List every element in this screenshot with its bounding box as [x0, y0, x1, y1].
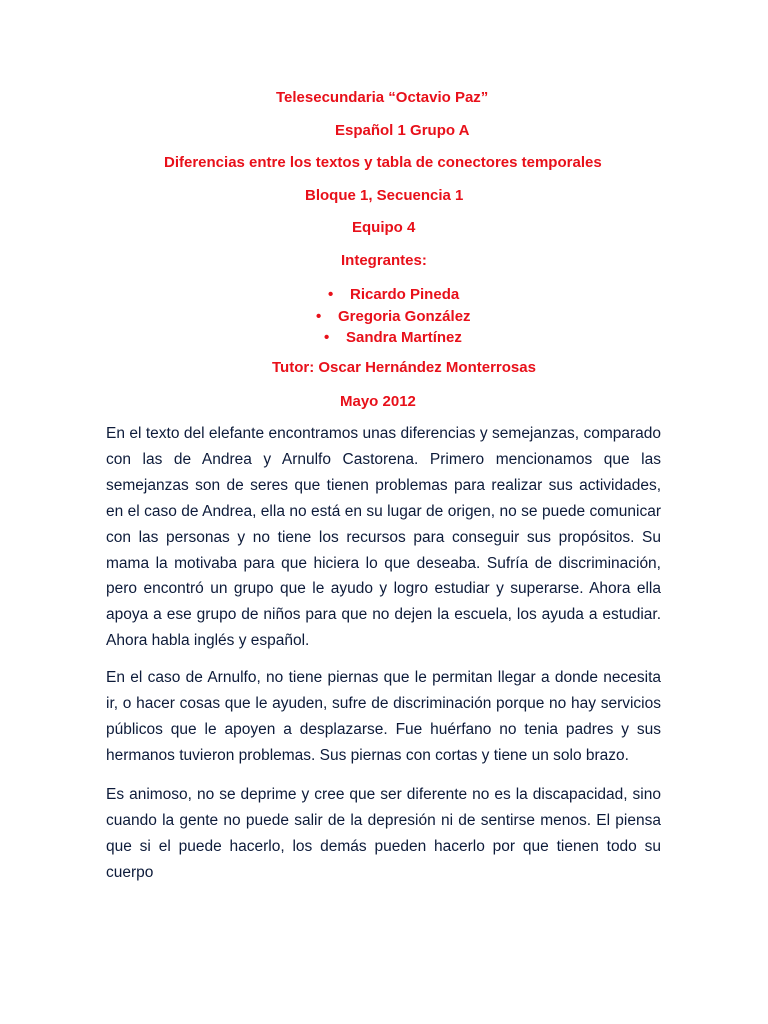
school-name: Telesecundaria “Octavio Paz” — [276, 89, 489, 106]
bullet-icon: • — [316, 307, 322, 325]
members-list — [300, 284, 471, 349]
list-item — [300, 327, 471, 349]
tutor-line: Tutor: Oscar Hernández Monterrosas — [272, 359, 536, 376]
member-name: Gregoria González — [338, 307, 471, 325]
list-item — [300, 306, 471, 328]
block-sequence: Bloque 1, Secuencia 1 — [305, 187, 464, 204]
bullet-icon: • — [328, 286, 334, 303]
members-label: Integrantes: — [341, 252, 427, 269]
paragraph: Es animoso, no se deprime y cree que ser diferente no es la discapacidad, sino cuando la gente no puede salir de la depresión ni de sentirse menos. El piensa que si el puede hacerlo, los demás pueden hacerlo por que tienen todo su cuerpo — [106, 786, 661, 881]
member-name: Sandra Martínez — [346, 329, 462, 346]
document-title: Diferencias entre los textos y tabla de conectores temporales — [164, 154, 602, 171]
paragraph: En el caso de Arnulfo, no tiene piernas que le permitan llegar a donde necesita ir, o hacer cosas que le ayuden, sufre de discriminación porque no hay servicios públicos que le apoyen a desplazarse. Fue huérfano no tenia padres y sus hermanos tuvieron problemas. Sus piernas con cortas y tiene un solo brazo. — [106, 669, 661, 764]
team-number: Equipo 4 — [352, 219, 416, 236]
paragraph: En el texto del elefante encontramos unas diferencias y semejanzas, comparado con las de Andrea y Arnulfo Castorena. Primero mencionamos que las semejanzas son de seres que tienen problemas para realizar sus actividades, en el caso de Andrea, ella no está en su lugar de origen, no se puede comunicar con las personas y no tiene los recursos para conseguir sus propósitos. Su mama la motivaba para que hiciera lo que deseaba. Sufría de discriminación, pero encontró un grupo que le ayudo y logro estudiar y superarse. Ahora ella apoya a ese grupo de niños para que no dejen la escuela, los ayuda a estudiar. Ahora habla inglés y español. — [106, 425, 661, 650]
date-line: Mayo 2012 — [340, 393, 416, 410]
course-line: Español 1 Grupo A — [335, 122, 470, 139]
list-item — [300, 284, 471, 306]
member-name: Ricardo Pineda — [350, 286, 460, 303]
bullet-icon: • — [324, 329, 330, 346]
